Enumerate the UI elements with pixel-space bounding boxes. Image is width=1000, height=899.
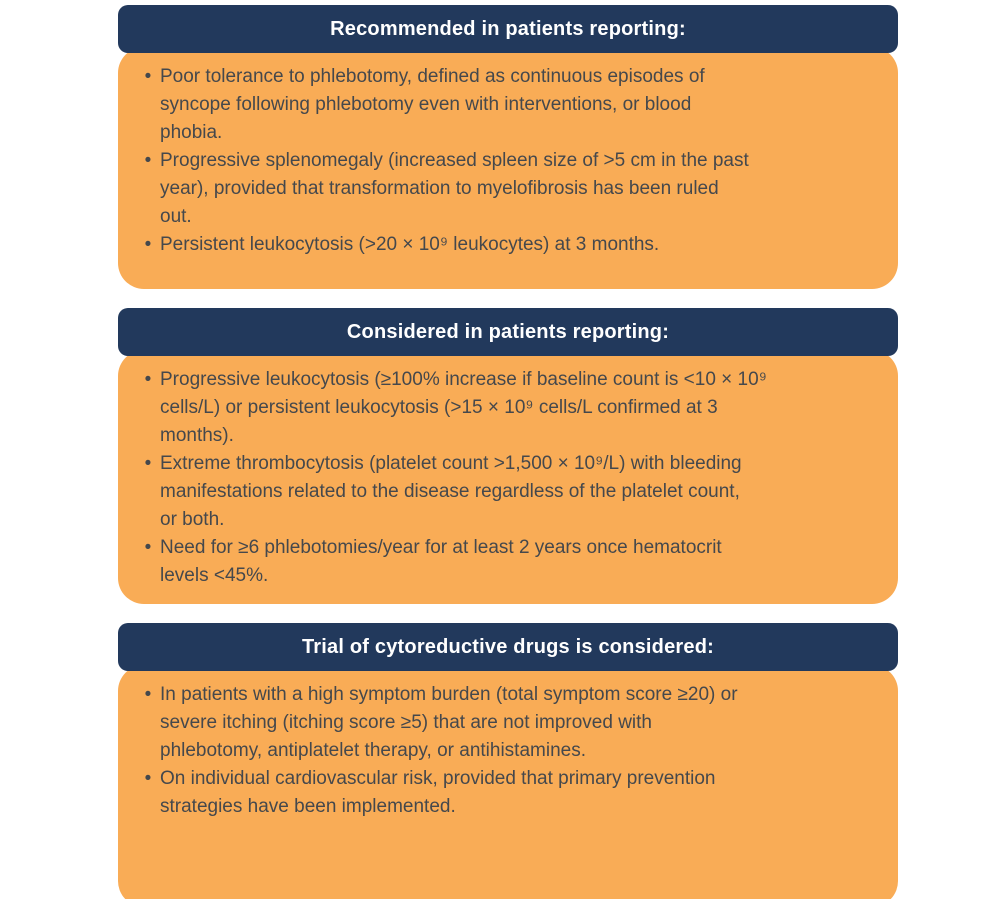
bullet-text: Extreme thrombocytosis (platelet count >1,500 × 10⁹/L) with bleeding manifestations related to the disease regardless of the platelet count, or both. <box>160 453 742 530</box>
cytoreductive-header-bar <box>118 623 898 671</box>
recommended-header-title: Recommended in patients reporting: <box>330 17 686 40</box>
recommended-body <box>118 47 898 289</box>
bullet-text: Progressive splenomegaly (increased spleen size of >5 cm in the past year), provided that transformation to myelofibrosis has been ruled out. <box>160 150 749 227</box>
list-item <box>136 366 872 450</box>
cytoreductive-body <box>118 665 898 899</box>
content-column <box>118 5 898 899</box>
list-item <box>136 765 872 821</box>
bullet-icon: • <box>144 453 152 474</box>
bullet-icon: • <box>144 768 152 789</box>
section-cytoreductive-trial <box>118 623 898 899</box>
bullet-icon: • <box>144 150 152 171</box>
list-item <box>136 450 872 534</box>
bullet-icon: • <box>144 66 152 87</box>
bullet-text: In patients with a high symptom burden (total symptom score ≥20) or severe itching (itching score ≥5) that are not improved with phlebotomy, antiplatelet therapy, or antihistamines. <box>160 684 738 761</box>
list-item <box>136 147 872 231</box>
list-item <box>136 63 872 147</box>
considered-header-title: Considered in patients reporting: <box>346 320 670 343</box>
section-recommended <box>118 5 898 289</box>
section-considered <box>118 308 898 604</box>
list-item <box>136 681 872 765</box>
bullet-text: On individual cardiovascular risk, provided that primary prevention strategies have been implemented. <box>160 768 716 817</box>
considered-header-bar <box>118 308 898 356</box>
bullet-text: Need for ≥6 phlebotomies/year for at least 2 years once hematocrit levels <45%. <box>160 537 722 586</box>
recommended-header-bar <box>118 5 898 53</box>
list-item <box>136 534 872 590</box>
considered-body <box>118 350 898 604</box>
bullet-icon: • <box>144 369 152 390</box>
bullet-text: Persistent leukocytosis (>20 × 10⁹ leukocytes) at 3 months. <box>160 234 660 255</box>
bullet-text: Progressive leukocytosis (≥100% increase if baseline count is <10 × 10⁹ cells/L) or persistent leukocytosis (>15 × 10⁹ cells/L confirmed at 3 months). <box>160 369 767 446</box>
bullet-icon: • <box>144 234 152 255</box>
bullet-icon: • <box>144 537 152 558</box>
bullet-text: Poor tolerance to phlebotomy, defined as continuous episodes of syncope following phlebotomy even with interventions, or blood phobia. <box>160 66 705 143</box>
bullet-icon: • <box>144 684 152 705</box>
cytoreductive-header-title: Trial of cytoreductive drugs is considered: <box>301 635 715 658</box>
list-item <box>136 231 872 259</box>
